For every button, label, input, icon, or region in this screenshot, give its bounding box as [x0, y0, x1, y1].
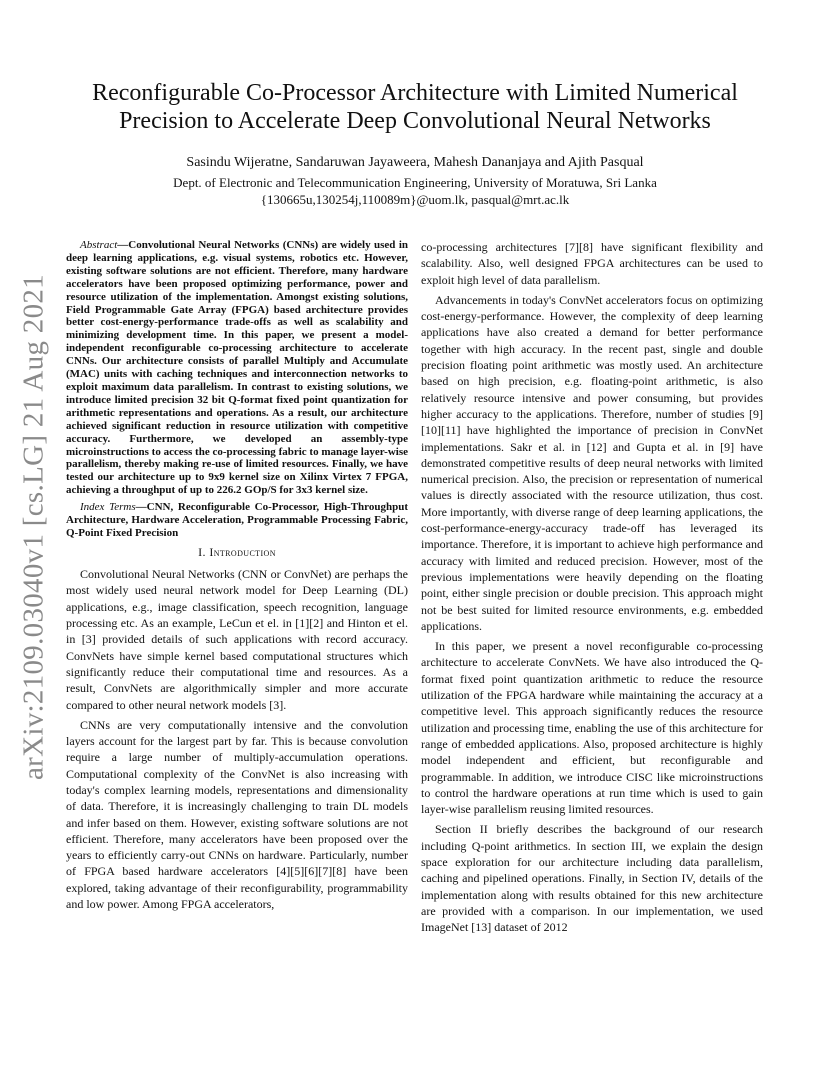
body-paragraph: Section II briefly describes the background of our research including Q-point arithmetics. In section III, we explain the design space exploration for our architecture including data parallelism, caching and pipelined operations. Finally, in Section IV, details of the implementation along with results obtained for this new architecture are provided with a comparison. In our implementation, we used ImageNet [13] dataset of 2012: [421, 822, 763, 935]
index-terms-label: Index Terms: [80, 501, 136, 514]
body-paragraph: CNNs are very computationally intensive and the convolution layers account for the largest part by far. This is because convolution require a large number of multiply-accumulation operations. Computational complexity of the ConvNet is also increasing with today's complex learning models, representations and dimensionality of data. Therefore, it is increasingly challenging to train DL models and infer based on them. However, existing software solutions are not efficient. Therefore, many accelerators have been proposed over the years to efficiently carry-out CNNs on hardware. Particularly, number of FPGA based hardware accelerators [4][5][6][7][8] have been explored, taking advantage of their reconfigurability, programmability and low power. Among FPGA accelerators,: [66, 717, 408, 912]
arxiv-identifier-text: arXiv:2109.03040v1 [cs.LG] 21 Aug 2021: [17, 274, 50, 780]
section-number: I.: [198, 544, 206, 559]
author-emails: {130665u,130254j,110089m}@uom.lk, pasqual@mrt.ac.lk: [260, 192, 570, 207]
abstract: [66, 239, 408, 497]
right-column: [421, 239, 763, 939]
paper-title: Reconfigurable Co-Processor Architecture with Limited Numerical Precision to Accelerate Deep Convolutional Neural Networks: [92, 80, 738, 134]
author-list: Sasindu Wijeratne, Sandaruwan Jayaweera, Mahesh Dananjaya and Ajith Pasqual: [186, 155, 644, 170]
abstract-label: Abstract: [80, 239, 118, 251]
section-heading: [66, 544, 408, 560]
body-paragraph: Convolutional Neural Networks (CNN or ConvNet) are perhaps the most widely used neural network model for Deep Learning (DL) applications, e.g., image classification, speech recognition, language processing etc. As an example, LeCun et el. in [1][2] and Hinton et el. in [3] provided details of such applications with record accuracy. ConvNets have simple kernel based computational structures which significantly reduce their computational time and resources. As a result, ConvNets are algorithmically simpler and more accurate compared to other neural network models [3].: [66, 567, 408, 712]
section-title: Introduction: [209, 544, 276, 559]
left-column: [66, 239, 408, 916]
body-paragraph: co-processing architectures [7][8] have significant flexibility and scalability. Also, well designed FPGA architectures can be used to exploit high level of data parallelism.: [421, 240, 763, 287]
abstract-text: —Convolutional Neural Networks (CNNs) are widely used in deep learning applications, e.g. visual systems, robotics etc. However, existing software solutions are not efficient. Therefore, many hardware accelerators have been proposed optimizing performance, power and resource utilization of the implementation. Amongst existing solutions, Field Programmable Gate Array (FPGA) based architecture provides better cost-energy-performance trade-offs as well as scalability and minimizing development time. In this paper, we present a model-independent reconfigurable co-processing architecture to accelerate CNNs. Our architecture consists of parallel Multiply and Accumulate (MAC) units with caching techniques and interconnection networks to exploit maximum data parallelism. In contrast to existing solutions, we introduce limited precision 32 bit Q-format fixed point quantization for arithmetic representations and operations. As a result, our architecture achieved significant reduction in resource utilization with competitive accuracy. Furthermore, we developed an assembly-type microinstructions to access the co-processing fabric to manage layer-wise parallelism, thereby making re-use of limited resources. Finally, we have tested our architecture up to 9x9 kernel size on Xilinx Virtex 7 FPGA, achieving a throughput of up to 226.2 GOp/S for 3x3 kernel size.: [66, 239, 408, 497]
index-terms-text: —CNN, Reconfigurable Co-Processor, High-Throughput Architecture, Hardware Acceleration, Programmable Processing Fabric, Q-Point Fixed Precision: [66, 501, 408, 539]
body-paragraph: In this paper, we present a novel reconfigurable co-processing architecture to accelerate ConvNets. We have also introduced the Q-format fixed point quantization arithmetic to reduce the resource utilization of the FPGA hardware while maintaining the accuracy at a competitive level. This approach significantly reduces the resource utilization and processing time, enabling the use of this architecture for range of embedded applications. Also, proposed architecture is highly model independent and efficient, but reconfigurable and programmable. In addition, we introduce CISC like microinstructions to control the hardware operations at run time which is used to gain layer-wise parallelism reusing limited resources.: [421, 639, 763, 817]
index-terms: [66, 501, 408, 540]
arxiv-identifier: [14, 274, 54, 780]
body-paragraph: Advancements in today's ConvNet accelerators focus on optimizing cost-energy-performance. However, the complexity of deep learning applications have also created a demand for better performance together with high accuracy. In the recent past, single and double precision floating point arithmetic was mostly used. An architecture based on high precision, e.g. floating-point arithmetic, is also relatively resource intensive and power consuming, but provides higher accuracy to the applications. Therefore, number of studies [9][10][11] have highlighted the importance of precision in ConvNet implementations. Sakr et al. in [12] and Gupta et al. in [9] have demonstrated competitive results of deep neural networks with limited numerical precision. Also, the precision or representation of numerical values is directly associated with the resource utilization, thus cost. More importantly, with diverse range of deep learning applications, the cost-performance-energy-accuracy trade-off has leveraged its importance. Therefore, it is important to achieve high performance and accuracy with limited and reduced precision. However, most of the previous implementations were heavily depending on the floating point, either single precision or double precision. This approach might not be best suited for limited resource environments, e.g. embedded applications.: [421, 292, 763, 633]
affiliation: Dept. of Electronic and Telecommunication Engineering, University of Moratuwa, Sri Lanka: [173, 175, 657, 190]
